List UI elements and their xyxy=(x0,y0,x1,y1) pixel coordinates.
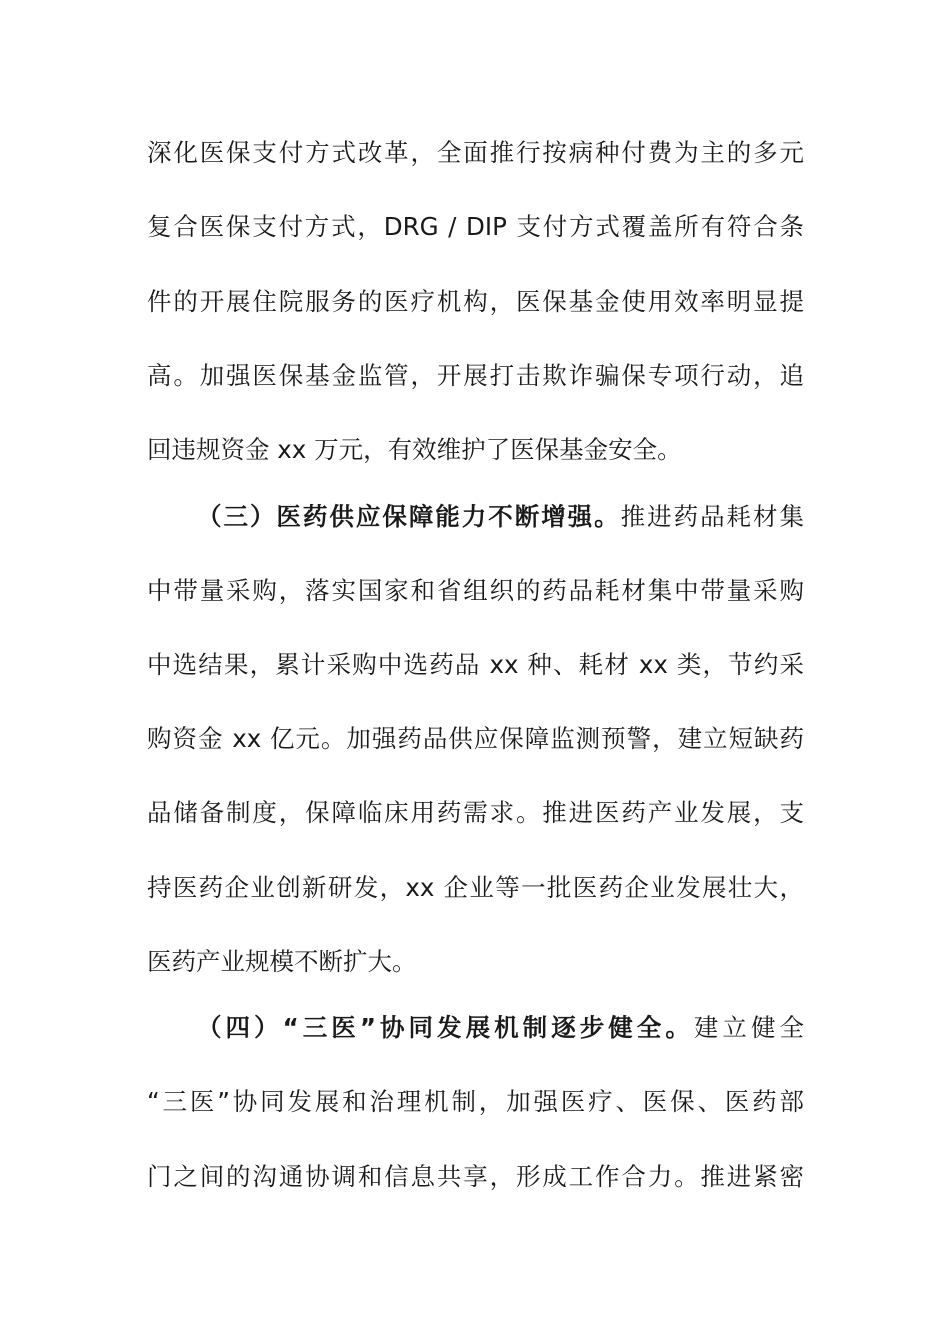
body-text-line: 持医药企业创新研发，xx 企业等一批医药企业发展壮大， xyxy=(147,873,804,902)
body-text-line: 中选结果，累计采购中选药品 xx 种、耗材 xx 类，节约采 xyxy=(147,650,804,679)
section-heading-4: （四）“三医”协同发展机制逐步健全。 xyxy=(197,1013,694,1042)
body-text-line: 深化医保支付方式改革，全面推行按病种付费为主的多元 xyxy=(147,138,804,167)
body-text-line: 复合医保支付方式，DRG / DIP 支付方式覆盖所有符合条 xyxy=(147,212,804,241)
body-text: 推进药品耗材集 xyxy=(620,502,805,531)
section-heading-line-4 xyxy=(197,1008,804,1048)
body-text-line: 购资金 xx 亿元。加强药品供应保障监测预警，建立短缺药 xyxy=(147,724,804,753)
body-text-line: 件的开展住院服务的医疗机构，医保基金使用效率明显提 xyxy=(147,287,804,316)
body-text: 建立健全 xyxy=(693,1013,805,1042)
section-heading-3: （三）医药供应保障能力不断增强。 xyxy=(197,502,621,531)
body-text-line: 回违规资金 xx 万元，有效维护了医保基金安全。 xyxy=(147,435,682,464)
body-text-line: 门之间的沟通协调和信息共享，形成工作合力。推进紧密 xyxy=(147,1162,804,1191)
section-heading-line-3 xyxy=(197,497,804,537)
body-text-line: 中带量采购，落实国家和省组织的药品耗材集中带量采购 xyxy=(147,576,804,605)
body-text-line: “三医”协同发展和治理机制，加强医疗、医保、医药部 xyxy=(147,1087,804,1116)
body-text-line: 医药产业规模不断扩大。 xyxy=(147,947,417,976)
body-text-line: 高。加强医保基金监管，开展打击欺诈骗保专项行动，追 xyxy=(147,361,804,390)
body-text-line: 品储备制度，保障临床用药需求。推进医药产业发展，支 xyxy=(147,798,804,827)
